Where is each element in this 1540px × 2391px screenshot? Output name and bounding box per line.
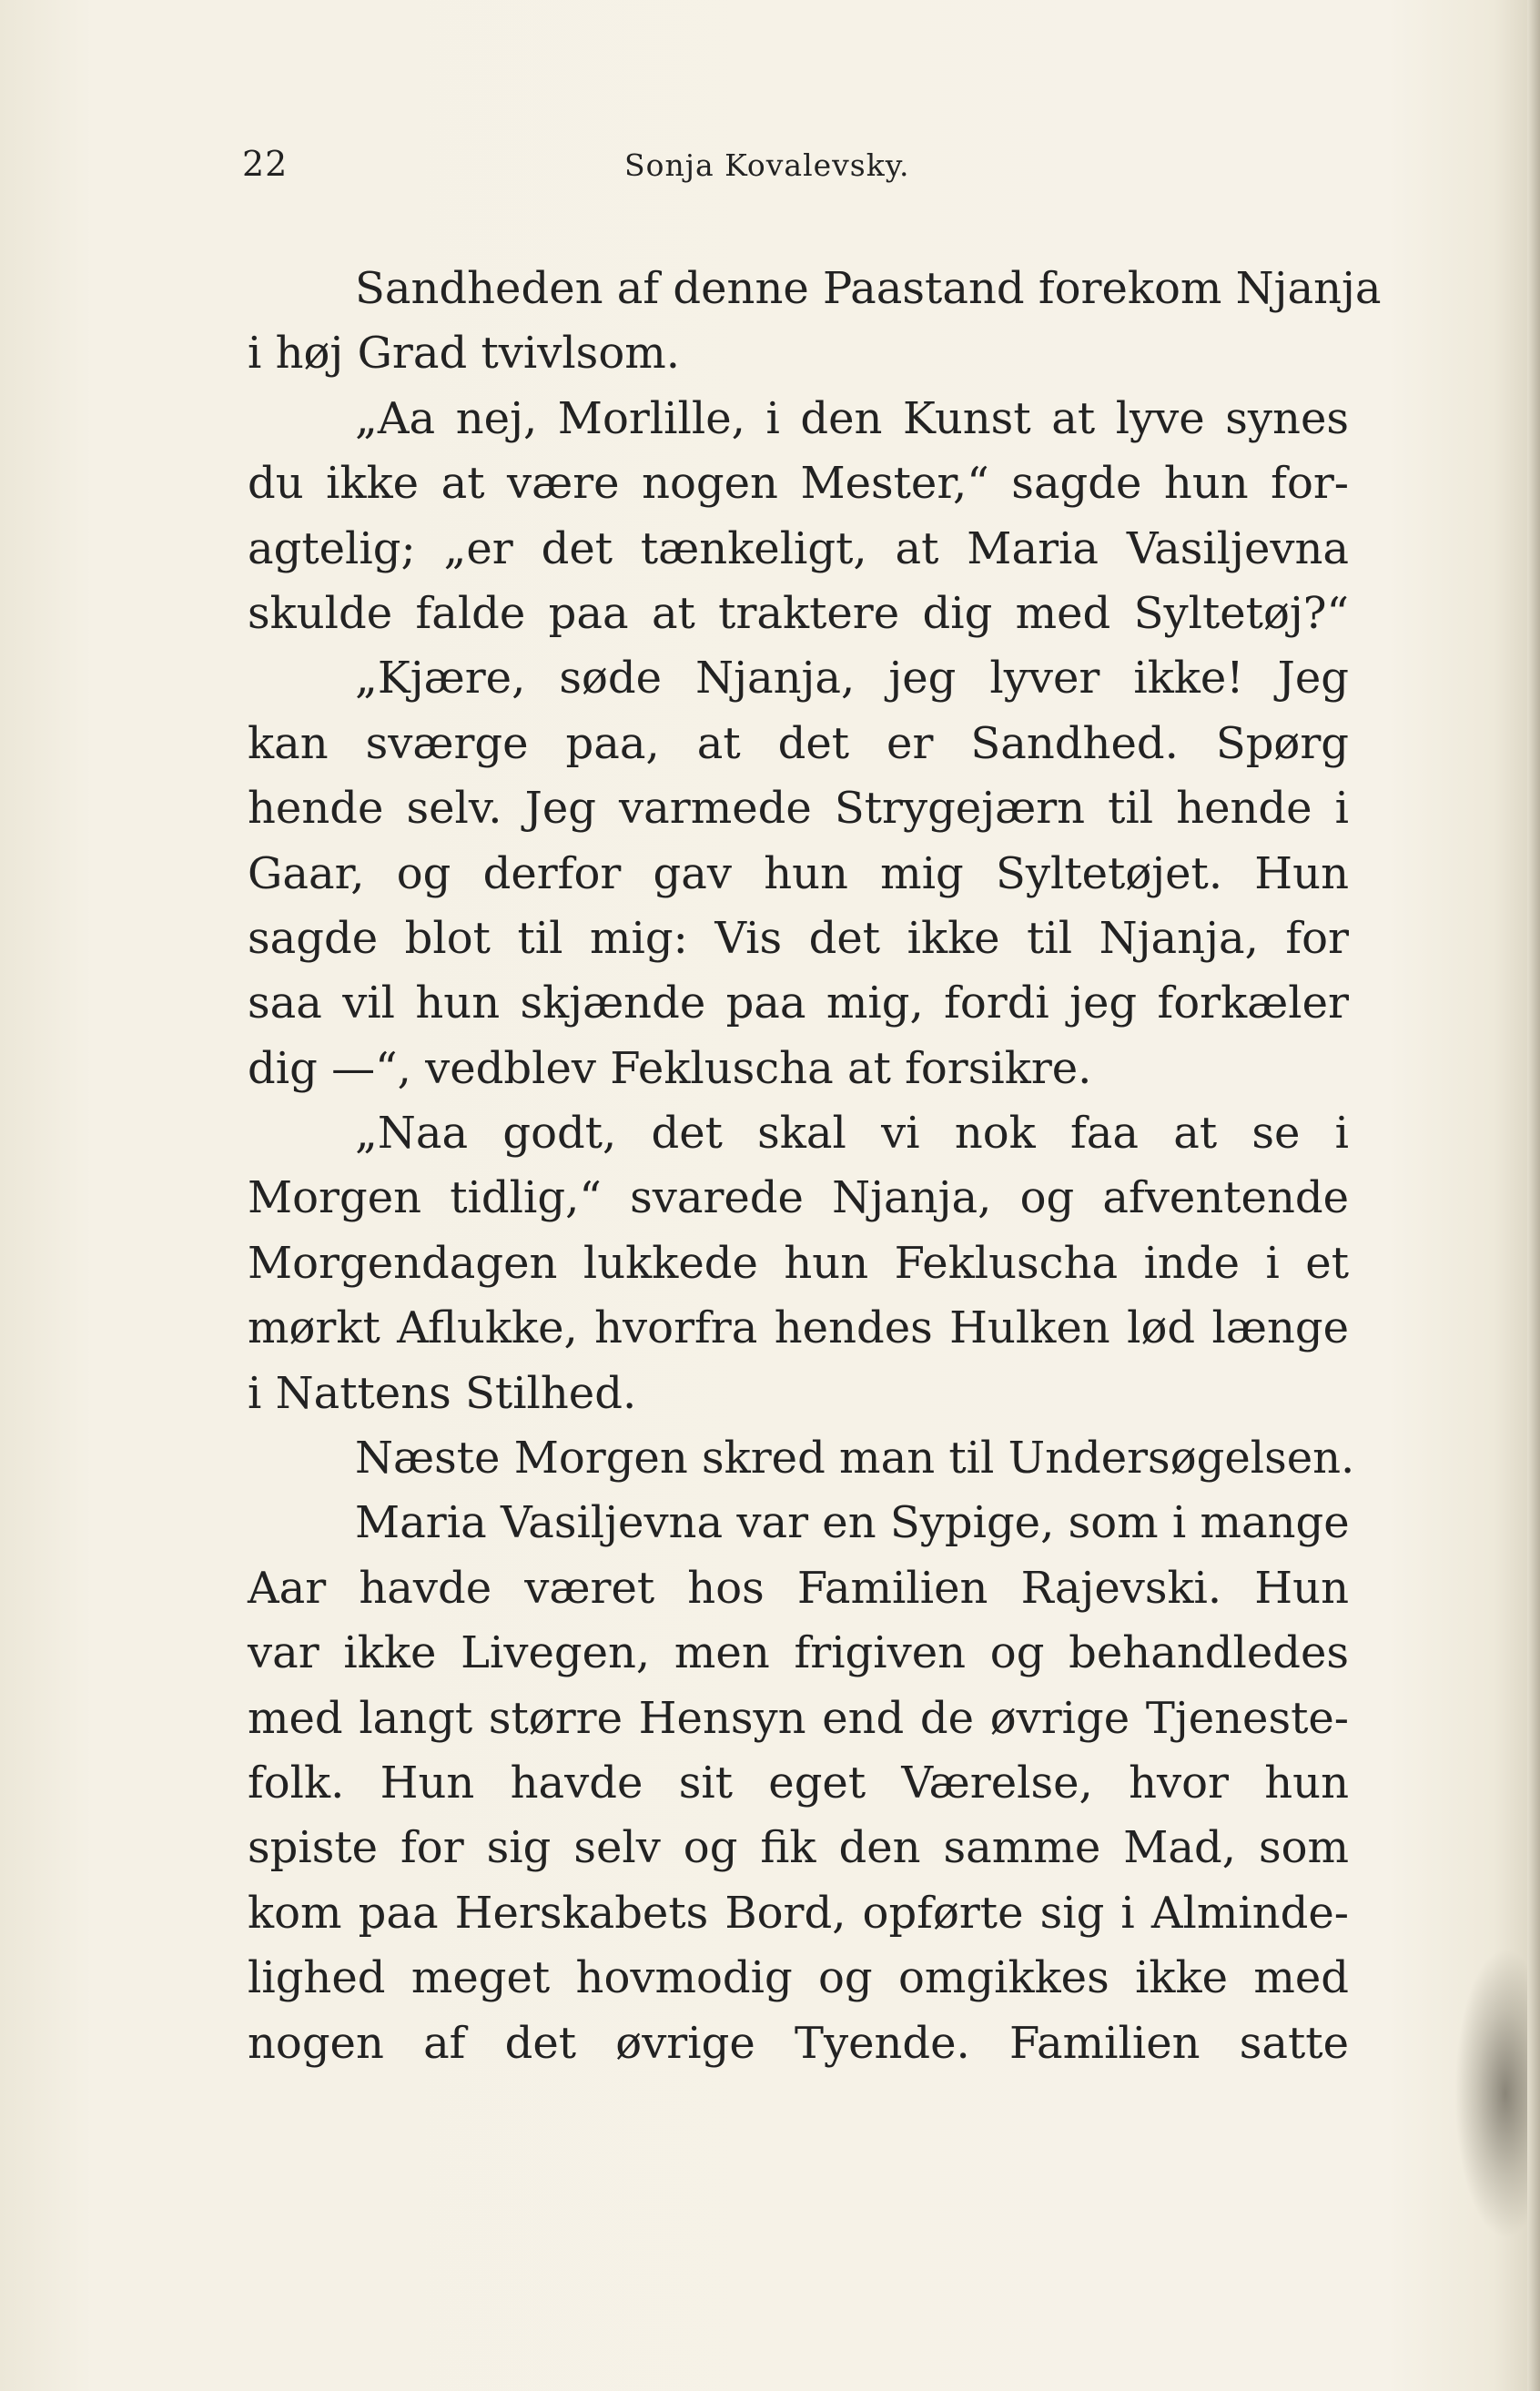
text-line: med langt større Hensyn end de øvrige Tjeneste- (248, 1692, 1349, 1744)
text-line: Morgen tidlig,“ svarede Njanja, og afventende (248, 1172, 1349, 1224)
text-line: „Naa godt, det skal vi nok faa at se i (355, 1108, 1349, 1160)
text-line: lighed meget hovmodig og omgikkes ikke med (248, 1952, 1349, 2004)
page-header (242, 144, 970, 198)
text-line: agtelig; „er det tænkeligt, at Maria Vasiljevna (248, 522, 1349, 574)
text-line: skulde falde paa at traktere dig med Syltetøj?“ (248, 587, 1349, 639)
text-line: Næste Morgen skred man til Undersøgelsen. (355, 1433, 1355, 1484)
text-line: Sandheden af denne Paastand forekom Njanja (355, 263, 1382, 314)
text-line: i Nattens Stilhed. (248, 1367, 637, 1419)
text-line: dig —“, vedblev Fekluscha at forsikre. (248, 1042, 1092, 1094)
text-line: kan sværge paa, at det er Sandhed. Spørg (248, 717, 1349, 769)
body-text (248, 257, 1382, 2076)
text-line: du ikke at være nogen Mester,“ sagde hun for- (248, 458, 1349, 510)
text-line: hende selv. Jeg varmede Strygejærn til hende i (248, 783, 1349, 835)
text-line: var ikke Livegen, men frigiven og behandledes (248, 1627, 1349, 1679)
text-line: spiste for sig selv og fik den samme Mad, som (248, 1822, 1349, 1874)
text-line: saa vil hun skjænde paa mig, fordi jeg forkæler (248, 978, 1349, 1029)
text-line: nogen af det øvrige Tyende. Familien satte (248, 2017, 1349, 2069)
text-line: „Aa nej, Morlille, i den Kunst at lyve synes (355, 392, 1349, 444)
page-number: 22 (242, 144, 289, 184)
running-title: Sonja Kovalevsky. (624, 147, 910, 183)
text-line: Maria Vasiljevna var en Sypige, som i mange (355, 1497, 1350, 1549)
text-line: i høj Grad tvivlsom. (248, 328, 680, 380)
page-edge (1527, 0, 1540, 2391)
text-line: kom paa Herskabets Bord, opførte sig i Alminde- (248, 1887, 1349, 1939)
text-line: Morgendagen lukkede hun Fekluscha inde i et (248, 1237, 1349, 1289)
text-line: Aar havde været hos Familien Rajevski. Hun (248, 1562, 1349, 1614)
text-line: „Kjære, søde Njanja, jeg lyver ikke! Jeg (355, 653, 1349, 704)
text-line: Gaar, og derfor gav hun mig Syltetøjet. Hun (248, 847, 1349, 899)
text-line: folk. Hun havde sit eget Værelse, hvor hun (248, 1757, 1349, 1808)
text-line: mørkt Aflukke, hvorfra hendes Hulken lød længe (248, 1302, 1349, 1354)
text-line: sagde blot til mig: Vis det ikke til Njanja, for (248, 912, 1349, 964)
page-stain (1454, 1948, 1527, 2239)
